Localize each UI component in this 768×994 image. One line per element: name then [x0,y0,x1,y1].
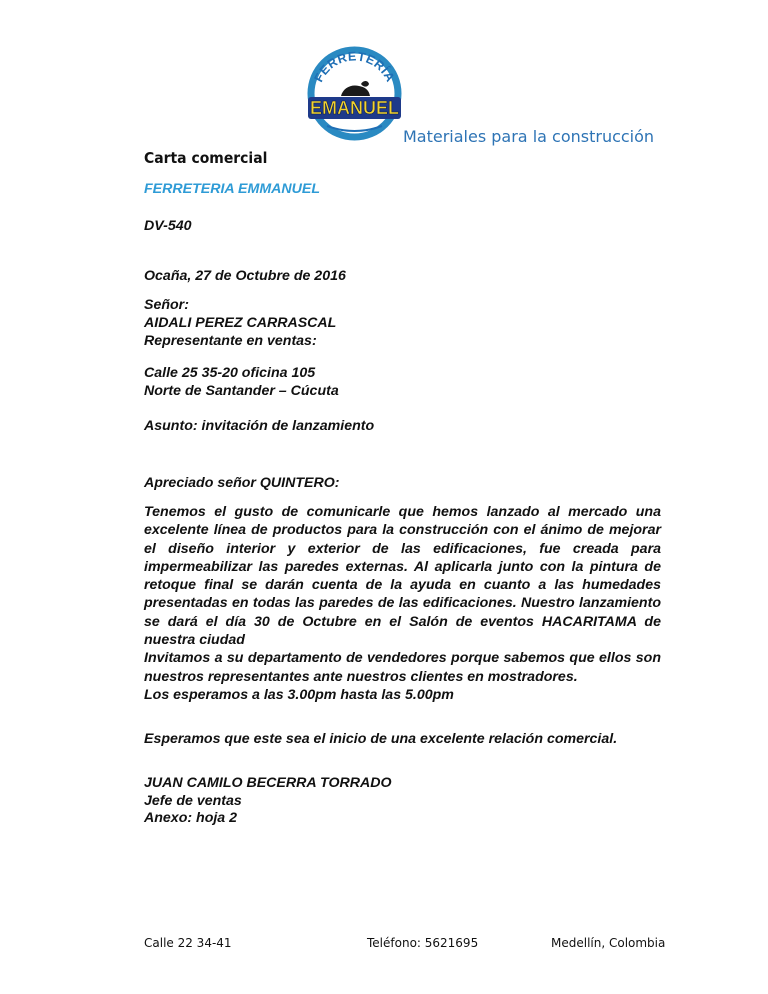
date-line: Ocaña, 27 de Octubre de 2016 [144,268,346,284]
body-paragraph-1: Tenemos el gusto de comunicarle que hemos lanzado al mercado una excelente línea de productos para la construcción con el ánimo de mejorar el diseño interior y exterior de las edificaciones, fue creada para impermeabilizar las paredes externas. Al aplicarla junto con la pintura de retoque final se darán cuenta de la ayuda en cuanto a las humedades presentadas en todas las paredes de las edificaciones. Nuestro lanzamiento se dará el día 30 de Octubre en el Salón de eventos HACARITAMA de nuestra ciudad [144,504,661,649]
recipient-role: Representante en ventas: [144,333,317,349]
company-logo [305,44,404,143]
recipient-address-2: Norte de Santander – Cúcuta [144,383,339,399]
body-paragraph-2: Invitamos a su departamento de vendedores porque sabemos que ellos son nuestros representantes ante nuestros clientes en mostradores. [144,650,661,685]
logo-name: EMANUEL [310,98,399,118]
recipient-name: AIDALI PEREZ CARRASCAL [144,315,337,331]
slogan: Materiales para la construcción [403,127,655,146]
signature-title: Jefe de ventas [144,793,242,809]
body-paragraph-3: Los esperamos a las 3.00pm hasta las 5.00pm [144,686,454,703]
logo-graphic [305,44,404,143]
recipient-address-1: Calle 25 35-20 oficina 105 [144,365,316,381]
letter-body [144,503,661,704]
footer-city: Medellín, Colombia [551,936,666,950]
subject-line: Asunto: invitación de lanzamiento [144,418,375,434]
reference-code: DV-540 [144,218,192,234]
recipient-salutation: Señor: [144,297,189,313]
greeting: Apreciado señor QUINTERO: [144,475,340,491]
signature-name: JUAN CAMILO BECERRA TORRADO [144,775,392,791]
attachment-note: Anexo: hoja 2 [144,810,238,826]
footer-phone: Teléfono: 5621695 [367,936,479,950]
logo-arc-text: FERRETERÍA [311,49,398,85]
closing-line: Esperamos que este sea el inicio de una excelente relación comercial. [144,731,618,747]
company-name: FERRETERIA EMMANUEL [144,181,321,197]
footer-address: Calle 22 34-41 [144,936,232,950]
document-type: Carta comercial [144,149,268,167]
